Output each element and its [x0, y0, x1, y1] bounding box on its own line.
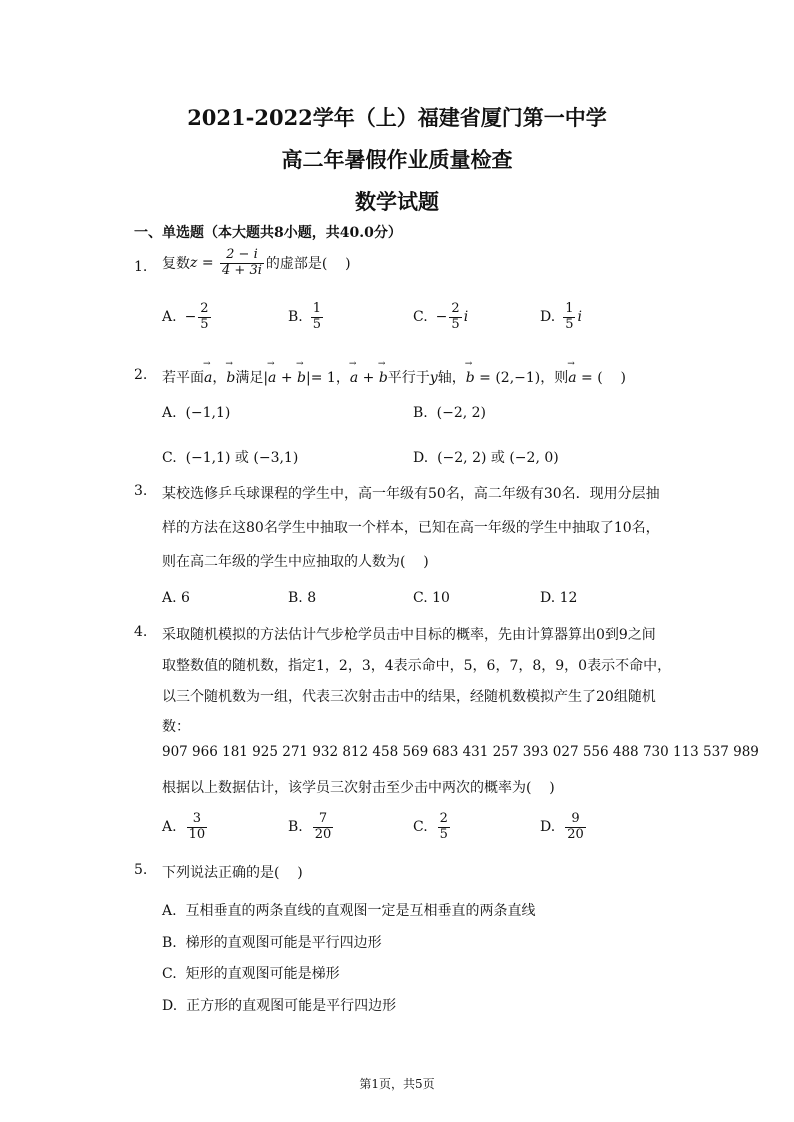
q1-c-fraction	[449, 302, 461, 333]
q2-vec-a2: → a	[268, 370, 276, 386]
q1-c-top: 2	[451, 301, 460, 316]
q4-d-bottom: 20	[567, 826, 584, 842]
q5-option-d: D. 正方形的直观图可能是平行四边形	[162, 998, 397, 1014]
q3-option-b: B. 8	[288, 590, 317, 606]
q2-vec-a: → a	[204, 370, 212, 386]
exam-title-check: 高二年暑假作业质量检查	[281, 147, 513, 172]
q1-d-label: D.	[540, 309, 556, 326]
q1-z: z	[190, 255, 198, 272]
q4-line-6: 根据以上数据估计，该学员三次射击至少击中两次的概率为( )	[162, 780, 555, 796]
q2-vec-a4: → a	[568, 370, 576, 386]
q4-line-4: 数：	[162, 719, 190, 735]
q1-d-bottom: 5	[565, 316, 574, 332]
q3-number: 3.	[134, 483, 148, 499]
page-footer: 第1页，共5页	[359, 1077, 435, 1091]
exam-title-subject: 数学试题	[355, 189, 439, 214]
q4-c-bottom: 5	[439, 826, 448, 842]
q3-line-1: 某校选修乒乓球课程的学生中，高一年级有50名，高二年级有30名．现用分层抽	[162, 486, 660, 502]
q1-a-bottom: 5	[200, 316, 209, 332]
q4-option-a	[162, 812, 209, 843]
q1-c-label: C.	[413, 309, 428, 326]
q1-pre: 复数	[162, 256, 190, 273]
q1-post: 的虚部是( )	[265, 256, 351, 273]
q4-d-fraction	[565, 812, 586, 843]
q4-a-label: A.	[162, 819, 177, 836]
q4-random-numbers: 907 966 181 925 271 932 812 458 569 683 431 257 393 027 556 488 730 113 537 989	[162, 744, 759, 760]
q2-text-10: = ( )	[576, 370, 626, 386]
q1-a-top: 2	[200, 301, 209, 316]
q4-option-c	[413, 812, 452, 843]
q2-vec-b4: → b	[466, 370, 475, 386]
q4-a-bottom: 10	[188, 826, 206, 842]
q1-b-top: 1	[312, 301, 322, 316]
q1-b-bottom: 5	[312, 316, 322, 332]
q4-line-1: 采取随机模拟的方法估计气步枪学员击中目标的概率，先由计算器算出0到9之间	[162, 627, 656, 643]
q2-option-c: C. (−1,1) 或 (−3,1)	[162, 450, 299, 466]
q4-a-top: 3	[192, 811, 201, 826]
q2-text-3: 满足|	[235, 370, 269, 386]
q5-option-b: B. 梯形的直观图可能是平行四边形	[162, 935, 382, 951]
q1-option-d	[540, 302, 582, 333]
q5-stem: 下列说法正确的是( )	[162, 865, 303, 881]
q3-option-c: C. 10	[413, 590, 450, 606]
q1-number: 1.	[134, 259, 148, 275]
q2-vec-a3: → a	[350, 370, 358, 386]
q2-text-5: |= 1，	[306, 370, 350, 386]
q3-line-3: 则在高二年级的学生中应抽取的人数为( )	[162, 554, 429, 570]
q2-text-8: 轴，	[437, 370, 466, 386]
q4-d-label: D.	[540, 819, 556, 836]
q2-text-2: ，	[212, 370, 227, 386]
section-heading: 一、单选题（本大题共8小题，共40.0分）	[134, 225, 402, 241]
q1-c-bottom: 5	[451, 316, 460, 332]
q2-vec-b2: → b	[297, 370, 306, 386]
q4-b-top: 7	[318, 811, 328, 826]
q4-a-fraction	[187, 812, 208, 843]
q2-y: y	[429, 370, 438, 386]
q1-eq: =	[197, 255, 219, 272]
q2-text-4: +	[276, 370, 298, 386]
q2-number: 2.	[134, 367, 148, 383]
q4-c-label: C.	[413, 819, 428, 836]
q1-c-sign: −	[435, 309, 448, 326]
q4-line-2: 取整数值的随机数，指定1，2，3，4表示命中，5，6，7，8，9，0表示不命中，	[162, 658, 672, 674]
q2-vec-b: → b	[226, 370, 235, 386]
q1-d-i: i	[577, 309, 582, 326]
q2-option-d: D. (−2, 2) 或 (−2, 0)	[413, 450, 559, 466]
q1-d-top: 1	[565, 301, 574, 316]
q4-option-d	[540, 812, 588, 843]
q4-c-top: 2	[439, 811, 448, 826]
q1-a-fraction	[198, 302, 210, 333]
q2-text-7: 平行于	[387, 370, 430, 386]
q4-option-b	[288, 812, 335, 843]
q5-option-a: A. 互相垂直的两条直线的直观图一定是互相垂直的两条直线	[162, 903, 536, 919]
q3-line-2: 样的方法在这80名学生中抽取一个样本，已知在高一年级的学生中抽取了10名，	[162, 520, 660, 536]
q1-stem	[162, 248, 351, 279]
q2-text-9: = (2,−1)，则	[474, 370, 569, 386]
q2-option-a: A. (−1,1)	[162, 405, 231, 421]
q4-b-bottom: 20	[314, 826, 332, 842]
q4-b-fraction	[313, 812, 334, 843]
q5-number: 5.	[134, 862, 148, 878]
q1-b-fraction	[311, 302, 323, 333]
q4-b-label: B.	[288, 819, 303, 836]
q3-option-d: D. 12	[540, 590, 578, 606]
q1-frac-top: 2 − i	[226, 247, 258, 262]
q1-option-a	[162, 302, 213, 333]
q1-b-label: B.	[288, 309, 303, 326]
q2-text-1: 若平面	[162, 370, 204, 386]
q1-d-fraction	[563, 302, 575, 333]
q1-option-c	[413, 302, 468, 333]
q1-a-label: A.	[162, 309, 177, 326]
q4-line-3: 以三个随机数为一组，代表三次射击击中的结果，经随机数模拟产生了20组随机	[162, 689, 656, 705]
q2-vec-b3: → b	[379, 370, 388, 386]
q1-option-b	[288, 302, 325, 333]
q1-a-sign: −	[184, 309, 197, 326]
q4-number: 4.	[134, 624, 148, 640]
q1-fraction	[220, 248, 264, 279]
q5-option-c: C. 矩形的直观图可能是梯形	[162, 966, 340, 982]
q4-d-top: 9	[571, 811, 580, 826]
q4-c-fraction	[438, 812, 450, 843]
q2-stem	[162, 367, 626, 387]
q1-frac-bottom: 4 + 3i	[222, 262, 262, 278]
q2-option-b: B. (−2, 2)	[413, 405, 487, 421]
exam-title-school: 2021-2022学年（上）福建省厦门第一中学	[187, 105, 607, 130]
q3-option-a: A. 6	[162, 590, 190, 606]
q1-c-i: i	[463, 309, 469, 326]
q2-text-6: +	[358, 370, 379, 386]
